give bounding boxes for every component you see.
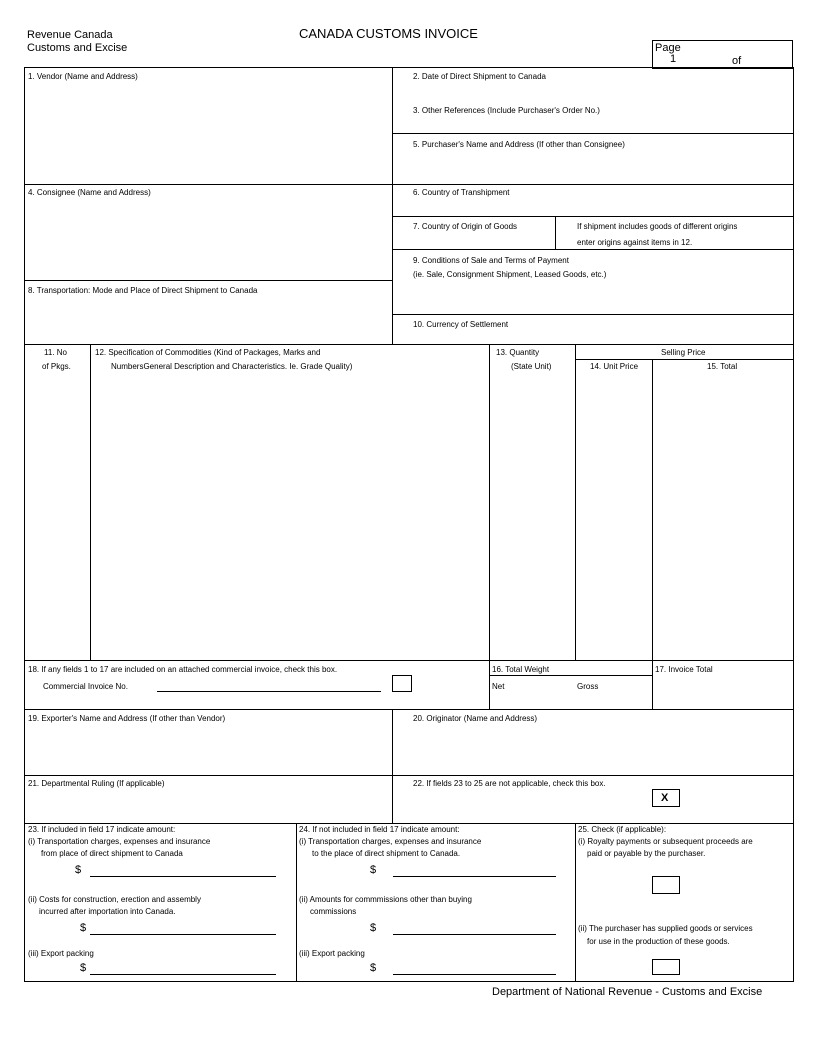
field-8-label: 8. Transportation: Mode and Place of Direct Shipment to Canada [28, 286, 258, 295]
dollar-sign: $ [370, 962, 377, 974]
divider [393, 216, 794, 217]
field-23-label: 23. If included in field 17 indicate amount: [28, 825, 176, 834]
field-24-ii-sublabel: commissions [310, 907, 357, 916]
divider [393, 249, 794, 250]
divider [575, 823, 576, 982]
field-25-ii-sublabel: for use in the production of these goods. [587, 937, 730, 946]
divider [90, 344, 91, 660]
page-label: Page [655, 42, 681, 54]
field-22-label: 22. If fields 23 to 25 are not applicable, check this box. [413, 779, 606, 788]
form-title: CANADA CUSTOMS INVOICE [299, 26, 478, 41]
dollar-sign: $ [370, 922, 377, 934]
field-23-ii-amount-input[interactable] [90, 934, 276, 935]
divider [24, 280, 393, 281]
divider [555, 216, 556, 249]
field-23-iii-amount-input[interactable] [90, 974, 276, 975]
field-23-i-label: (i) Transportation charges, expenses and insurance [28, 837, 211, 846]
field-25-i-checkbox[interactable] [652, 876, 680, 894]
field-11-label: 11. No [44, 348, 67, 357]
field-14-label: 14. Unit Price [590, 362, 639, 371]
field-23-ii-sublabel: incurred after importation into Canada. [39, 907, 176, 916]
field-20-label: 20. Originator (Name and Address) [413, 714, 538, 723]
divider [489, 675, 652, 676]
field-7-label: 7. Country of Origin of Goods [413, 222, 518, 231]
field-13-sublabel: (State Unit) [511, 362, 552, 371]
field-24-ii-amount-input[interactable] [393, 934, 556, 935]
field-2-label: 2. Date of Direct Shipment to Canada [413, 72, 546, 81]
field-23-ii-label: (ii) Costs for construction, erection and assembly [28, 895, 201, 904]
field-25-i-sublabel: paid or payable by the purchaser. [587, 849, 706, 858]
field-9-sublabel: (ie. Sale, Consignment Shipment, Leased Goods, etc.) [413, 270, 607, 279]
field-7-note: If shipment includes goods of different origins [577, 222, 738, 231]
net-weight-label: Net [492, 682, 505, 691]
field-17-label: 17. Invoice Total [655, 665, 713, 674]
field-18-label: 18. If any fields 1 to 17 are included on an attached commercial invoice, check this box. [28, 665, 338, 674]
divider [393, 133, 794, 134]
field-21-label: 21. Departmental Ruling (If applicable) [28, 779, 165, 788]
gross-weight-label: Gross [577, 682, 599, 691]
divider [575, 344, 576, 660]
field-25-label: 25. Check (if applicable): [578, 825, 667, 834]
field-24-ii-label: (ii) Amounts for commmissions other than buying [299, 895, 472, 904]
field-22-check-mark: X [661, 792, 669, 804]
dollar-sign: $ [370, 864, 377, 876]
field-12-label: 12. Specification of Commodities (Kind of Packages, Marks and [95, 348, 321, 357]
field-23-i-sublabel: from place of direct shipment to Canada [41, 849, 183, 858]
field-24-label: 24. If not included in field 17 indicate amount: [299, 825, 460, 834]
field-9-label: 9. Conditions of Sale and Terms of Payment [413, 256, 569, 265]
divider [24, 344, 794, 345]
field-23-i-amount-input[interactable] [90, 876, 276, 877]
divider [24, 709, 794, 710]
field-25-i-label: (i) Royalty payments or subsequent proceeds are [578, 837, 753, 846]
field-1-label: 1. Vendor (Name and Address) [28, 72, 138, 81]
divider [24, 775, 794, 776]
selling-price-label: Selling Price [661, 348, 706, 357]
field-12-sublabel: NumbersGeneral Description and Characteristics. Ie. Grade Quality) [111, 362, 353, 371]
divider [24, 184, 794, 185]
divider [575, 359, 794, 360]
footer-department: Department of National Revenue - Customs and Excise [492, 986, 763, 998]
field-10-label: 10. Currency of Settlement [413, 320, 509, 329]
divider [392, 67, 393, 344]
field-13-label: 13. Quantity [496, 348, 540, 357]
field-3-label: 3. Other References (Include Purchaser's Order No.) [413, 106, 600, 115]
divider [393, 314, 794, 315]
field-18-checkbox[interactable] [392, 675, 412, 692]
field-23-iii-label: (iii) Export packing [28, 949, 94, 958]
field-24-i-sublabel: to the place of direct shipment to Canada. [312, 849, 461, 858]
field-25-ii-label: (ii) The purchaser has supplied goods or services [578, 924, 753, 933]
field-11-sublabel: of Pkgs. [42, 362, 71, 371]
divider [24, 823, 794, 824]
field-24-i-label: (i) Transportation charges, expenses and insurance [299, 837, 482, 846]
field-19-label: 19. Exporter's Name and Address (If other than Vendor) [28, 714, 226, 723]
field-16-label: 16. Total Weight [492, 665, 550, 674]
divider [296, 823, 297, 982]
dollar-sign: $ [80, 922, 87, 934]
divider [392, 709, 393, 823]
agency-name: Revenue Canada [27, 29, 113, 41]
page-of-label: of [732, 55, 742, 67]
agency-division: Customs and Excise [27, 42, 128, 54]
divider [652, 359, 653, 709]
field-25-ii-checkbox[interactable] [652, 959, 680, 975]
divider [24, 660, 794, 661]
field-24-i-amount-input[interactable] [393, 876, 556, 877]
field-5-label: 5. Purchaser's Name and Address (If other than Consignee) [413, 140, 625, 149]
field-24-iii-label: (iii) Export packing [299, 949, 365, 958]
dollar-sign: $ [75, 864, 82, 876]
field-24-iii-amount-input[interactable] [393, 974, 556, 975]
dollar-sign: $ [80, 962, 87, 974]
field-4-label: 4. Consignee (Name and Address) [28, 188, 151, 197]
field-15-label: 15. Total [707, 362, 738, 371]
commercial-invoice-no-input[interactable] [157, 691, 381, 692]
divider [489, 344, 490, 709]
commercial-invoice-no-label: Commercial Invoice No. [43, 682, 128, 691]
page-number[interactable]: 1 [670, 53, 677, 65]
field-7-note: enter origins against items in 12. [577, 238, 693, 247]
field-6-label: 6. Country of Transhipment [413, 188, 510, 197]
